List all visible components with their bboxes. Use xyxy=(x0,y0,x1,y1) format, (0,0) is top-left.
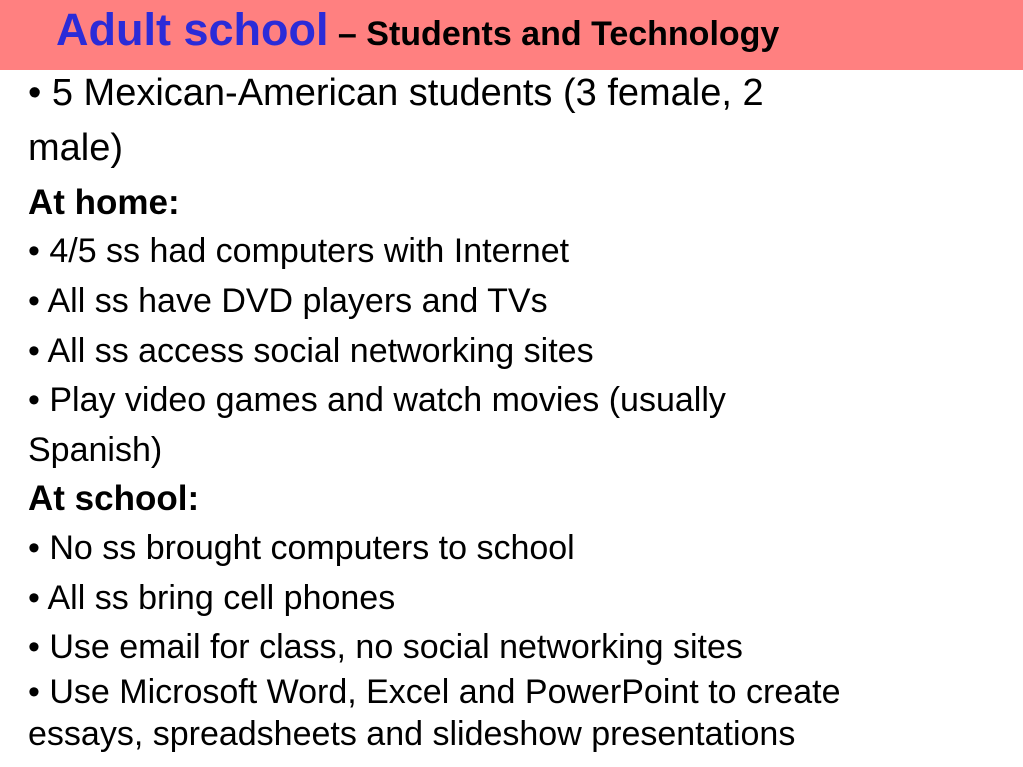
school-heading: At school: xyxy=(28,479,200,518)
home-item-games-line-2: Spanish) xyxy=(28,431,163,469)
home-item-dvd: • All ss have DVD players and TVs xyxy=(28,282,548,320)
intro-bullet-line-1: • 5 Mexican-American students (3 female, 2 xyxy=(28,72,764,114)
school-item-office-line-2: essays, spreadsheets and slideshow presentations xyxy=(28,715,796,753)
school-item-email: • Use email for class, no social networking sites xyxy=(28,628,743,666)
intro-bullet-line-2: male) xyxy=(28,127,124,169)
school-item-phones: • All ss bring cell phones xyxy=(28,579,396,617)
home-item-computers: • 4/5 ss had computers with Internet xyxy=(28,232,570,270)
title-subtitle: – Students and Technology xyxy=(328,15,780,53)
title-main: Adult school xyxy=(56,4,329,55)
slide-title xyxy=(56,3,779,68)
title-bar xyxy=(0,0,1023,70)
school-item-computers: • No ss brought computers to school xyxy=(28,529,575,567)
home-item-games-line-1: • Play video games and watch movies (usually xyxy=(28,381,726,419)
school-item-office-line-1: • Use Microsoft Word, Excel and PowerPoint to create xyxy=(28,673,841,711)
home-item-social: • All ss access social networking sites xyxy=(28,332,594,370)
home-heading: At home: xyxy=(28,183,180,222)
